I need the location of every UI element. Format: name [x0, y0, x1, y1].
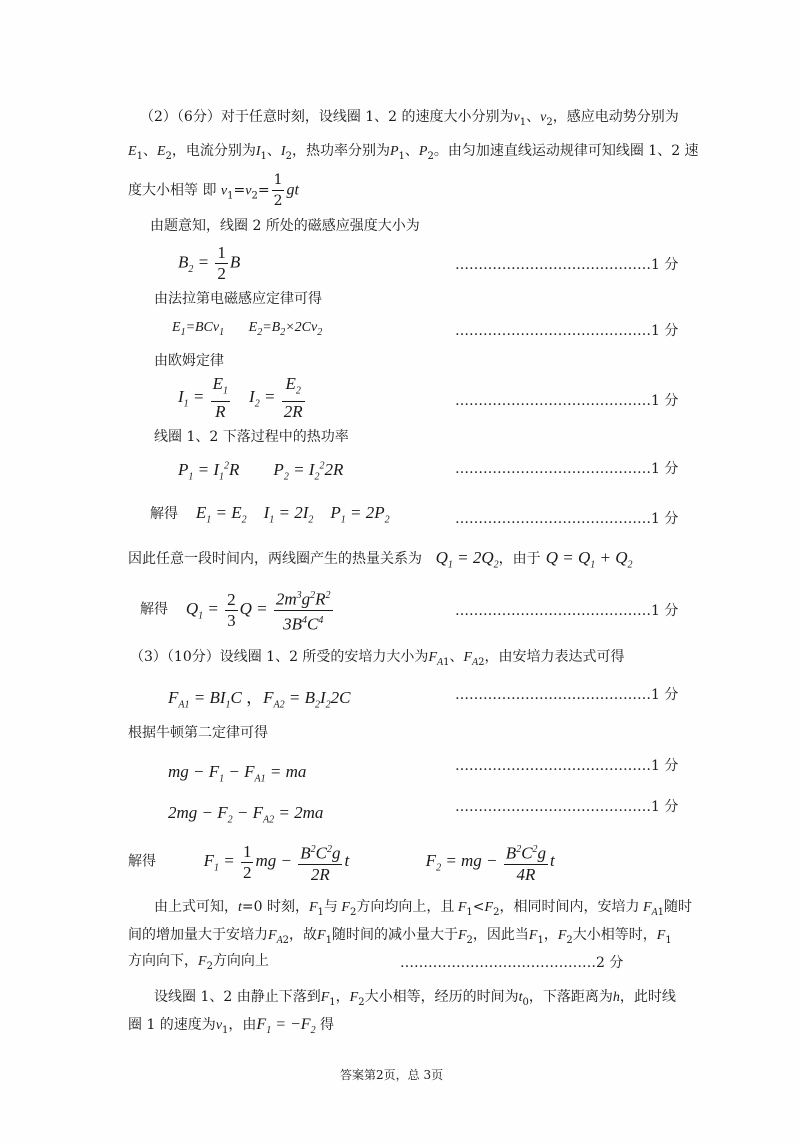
- p3-analysis-line2: 间的增加量大于安培力$F_{A2}$，故$F_1$随时间的减小量大于$F_2$，因此当$F_1$，$F_2$大小相等时，$F_1$: [128, 927, 672, 946]
- score-newton-2: ……………………………………1 分: [455, 799, 679, 815]
- p2-intro-line1: （2）（6分）对于任意时刻，设线圈 1、2 的速度大小分别为$v_1$、$v_2$，感应电动势分别为: [140, 109, 679, 128]
- score-q: ……………………………………1 分: [455, 603, 679, 619]
- p3-analysis-line3: 方向向下，$F_2$方向向上: [128, 953, 269, 972]
- eq-i1-i2: $I_1$ = $\frac{E_1}{R}$ $I_2$ = $\frac{E_2}{2R}$: [178, 374, 303, 422]
- page-footer: 答案第2页，总 3页: [340, 1068, 444, 1082]
- eq-fa: $F_{A1} = BI_1C$ ，$F_{A2} = B_2I_22C$: [168, 688, 351, 711]
- p2-intro-line3: 度大小相等 即 $v_1=v_2=$ $\frac{1}{2}$ gt: [128, 172, 299, 209]
- score-e: ……………………………………1 分: [455, 323, 679, 339]
- eq-b2: $B_2$ = $\frac{1}{2}$ B: [178, 243, 241, 283]
- p2-solve-row: 解得 $E_1 = E_2$ $I_1 = 2I_2$ $P_1 = 2P_2$: [150, 503, 390, 526]
- score-p: ……………………………………1 分: [455, 461, 679, 477]
- p3-intro: （3）（10分）设线圈 1、2 所受的安培力大小为$F_{A1}$、$F_{A2}$，由安培力表达式可得: [130, 649, 625, 668]
- score-fa: ……………………………………1 分: [455, 687, 679, 703]
- p2-heat-power: 线圈 1、2 下落过程中的热功率: [154, 429, 349, 445]
- p2-solve2-row: 解得 $Q_1$ = $\frac{2}{3}$ Q = $\frac{2m^3g^2R^2}{3B^4C^4}$: [140, 586, 335, 634]
- p2-faraday: 由法拉第电磁感应定律可得: [154, 291, 322, 307]
- p2-known-field: 由题意知，线圈 2 所处的磁感应强度大小为: [150, 218, 420, 234]
- p2-intro-line2: $E_1$、$E_2$，电流分别为$I_1$、$I_2$，热功率分别为$P_1$、$P_2$。由匀加速直线运动规律可知线圈 1、2 速: [128, 143, 699, 162]
- p2-heat-relation: 因此任意一段时间内，两线圈产生的热量关系为 $Q_1 = 2Q_2$，由于 $Q = Q_1 + Q_2$: [128, 548, 633, 571]
- p3-solve-row: 解得 $F_1$ = $\frac{1}{2}$ mg − $\frac{B^2C^2g}{2R}$ t $F_2$ = mg − $\frac{B^2C^2g}{4R}$ t: [128, 841, 555, 884]
- p3-newton: 根据牛顿第二定律可得: [128, 725, 268, 741]
- p3-final-line2: 圈 1 的速度为$v_1$，由$F_1 = -F_2$ 得: [128, 1016, 335, 1037]
- eq-p1-p2: $P_1 = I_1^2R$ $P_2 = I_2^22R$: [178, 460, 344, 483]
- p2-ohm: 由欧姆定律: [154, 353, 224, 369]
- score-i: ……………………………………1 分: [455, 393, 679, 409]
- p3-analysis-line1: 由上式可知，t=0 时刻，$F_1$与 $F_2$方向均向上，且 $F_1<F_2$，相同时间内，安培力 $F_{A1}$随时: [154, 899, 693, 918]
- eq-newton-1: mg − $F_1 - F_{A1}$ = ma: [168, 762, 307, 785]
- score-b2: ……………………………………1 分: [455, 257, 679, 273]
- score-solve: ……………………………………1 分: [455, 511, 679, 527]
- p3-final-line1: 设线圈 1、2 由静止下落到$F_1$，$F_2$大小相等，经历的时间为$t_0$，下落距离为h，此时线: [154, 989, 676, 1008]
- eq-e1-e2: $E_1=BCv_1$ $E_2=B_2\times 2Cv_2$: [172, 320, 323, 338]
- eq-newton-2: $2mg - F_2 - F_{A2} = 2ma$: [168, 803, 324, 826]
- score-newton-1: ……………………………………1 分: [455, 758, 679, 774]
- score-analysis: ……………………………………2 分: [400, 955, 624, 971]
